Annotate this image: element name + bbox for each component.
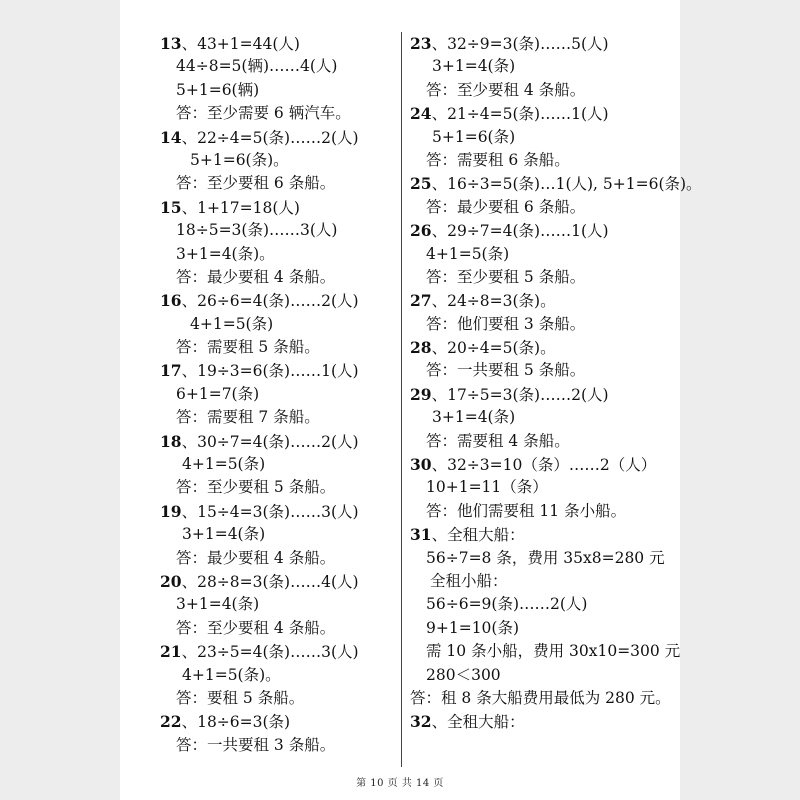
problem-equation: 、30÷7=4(条)……2(人) (181, 432, 359, 451)
problem-equation: 、16÷3=5(条)…1(人), 5+1=6(条)。 (431, 175, 702, 194)
problem-equation: 、18÷6=3(条) (181, 713, 291, 732)
problem-number: 14 (160, 127, 182, 147)
solution-line: 9+1=10(条) (426, 618, 520, 637)
solution-line: 5+1=6(辆) (176, 80, 260, 99)
problem-number: 31 (410, 525, 432, 545)
solution-line: 5+1=6(条)。 (190, 150, 289, 169)
problem-number: 26 (410, 221, 432, 241)
solution-line: 全租小船： (430, 571, 508, 590)
problem-number: 29 (410, 384, 432, 404)
solution-line: 答：至少要租 4 条船。 (426, 80, 586, 99)
solution-line: 3+1=4(条)。 (176, 244, 275, 263)
solution-line: 答：至少需要 6 辆汽车。 (176, 104, 351, 123)
problem-heading (410, 219, 682, 242)
problem-equation: 、17÷5=3(条)……2(人) (431, 385, 609, 404)
solution-line: 答：至少要租 6 条船。 (176, 174, 336, 193)
solution-line: 答：一共要租 3 条船。 (176, 735, 336, 754)
solution-line: 答：至少要租 5 条船。 (176, 478, 336, 497)
solution-line: 答：需要租 5 条船。 (176, 338, 320, 357)
problem-equation: 、32÷3=10（条）……2（人） (431, 456, 657, 475)
solution-line: 答：租 8 条大船费用最低为 280 元。 (410, 688, 671, 707)
solution-line: 需 10 条小船，费用 30x10=300 元 (426, 642, 681, 661)
problem-number: 19 (160, 501, 182, 521)
problem-heading (410, 453, 682, 476)
problem-heading (410, 383, 682, 406)
problem-equation: 、28÷8=3(条)……4(人) (181, 572, 359, 591)
problem-equation: 、26÷6=4(条)……2(人) (181, 292, 359, 311)
problem-equation: 、43+1=44(人) (181, 35, 300, 53)
problem-heading (410, 32, 682, 55)
problem-equation: 、15÷4=3(条)……3(人) (181, 502, 359, 521)
column-divider (401, 32, 402, 767)
problem-equation: 、24÷8=3(条)。 (431, 292, 556, 311)
problem-number: 20 (160, 571, 182, 591)
problem-equation: 、全租大船： (431, 526, 525, 545)
problem-number: 21 (160, 642, 182, 662)
problem-number: 13 (160, 34, 182, 53)
solution-line: 答：至少要租 5 条船。 (426, 267, 586, 286)
solution-line: 答：至少要租 4 条船。 (176, 618, 336, 637)
problem-heading (410, 710, 682, 733)
problem-heading (160, 359, 396, 382)
solution-line: 3+1=4(条) (432, 57, 516, 76)
left-column (160, 32, 396, 757)
solution-line: 56÷7=8 条，费用 35x8=280 元 (426, 548, 665, 567)
solution-line: 答：最少要租 4 条船。 (176, 548, 336, 567)
solution-line: 答：他们要租 3 条船。 (426, 314, 586, 333)
page-footer: 第 10 页 共 14 页 (356, 778, 444, 789)
problem-equation: 、21÷4=5(条)……1(人) (431, 105, 609, 124)
problem-number: 17 (160, 361, 182, 381)
problem-heading (160, 640, 396, 663)
problem-number: 22 (160, 712, 182, 732)
solution-line: 4+1=5(条)。 (182, 665, 281, 684)
problem-number: 15 (160, 197, 182, 217)
problem-heading (410, 172, 702, 195)
problem-heading (410, 336, 682, 359)
problem-equation: 、29÷7=4(条)……1(人) (431, 222, 609, 241)
problem-number: 18 (160, 431, 182, 451)
problem-heading (160, 196, 396, 219)
solution-line: 44÷8=5(辆)……4(人) (176, 57, 338, 76)
problem-heading (160, 126, 396, 149)
solution-line: 56÷6=9(条)……2(人) (426, 595, 588, 614)
problem-heading (410, 102, 682, 125)
solution-line: 答：需要租 7 条船。 (176, 408, 320, 427)
problem-number: 27 (410, 291, 432, 311)
solution-line: 280＜300 (426, 665, 501, 684)
solution-line: 答：需要租 4 条船。 (426, 431, 570, 450)
right-column (410, 32, 702, 734)
problem-number: 32 (410, 712, 432, 732)
solution-line: 4+1=5(条) (190, 314, 274, 333)
solution-line: 答：他们需要租 11 条小船。 (426, 501, 627, 520)
problem-number: 23 (410, 34, 432, 53)
solution-line: 3+1=4(条) (432, 408, 516, 427)
problem-heading (160, 32, 396, 55)
problem-equation: 、23÷5=4(条)……3(人) (181, 643, 359, 662)
problem-number: 25 (410, 174, 432, 194)
problem-heading (410, 523, 682, 546)
solution-line: 答：需要租 6 条船。 (426, 150, 570, 169)
solution-line: 5+1=6(条) (432, 127, 516, 146)
solution-line: 答：最少要租 4 条船。 (176, 267, 336, 286)
problem-equation: 、20÷4=5(条)。 (431, 339, 556, 358)
solution-line: 答：一共要租 5 条船。 (426, 361, 586, 380)
solution-line: 6+1=7(条) (176, 384, 260, 403)
problem-heading (160, 570, 396, 593)
problem-equation: 、19÷3=6(条)……1(人) (181, 362, 359, 381)
solution-line: 18÷5=3(条)……3(人) (176, 221, 338, 240)
solution-line: 答：要租 5 条船。 (176, 688, 305, 707)
problem-equation: 、32÷9=3(条)……5(人) (431, 35, 609, 53)
solution-line: 4+1=5(条) (426, 244, 510, 263)
problem-heading (160, 500, 396, 523)
problem-equation: 、22÷4=5(条)……2(人) (181, 128, 359, 147)
problem-number: 16 (160, 291, 182, 311)
problem-equation: 、全租大船： (431, 713, 525, 732)
problem-heading (160, 430, 396, 453)
solution-line: 10+1=11（条） (426, 478, 548, 497)
solution-line: 3+1=4(条) (176, 595, 260, 614)
problem-number: 28 (410, 338, 432, 358)
solution-line: 4+1=5(条) (182, 455, 266, 474)
problem-number: 24 (410, 104, 432, 124)
problem-heading (160, 289, 396, 312)
problem-heading (160, 710, 396, 733)
problem-heading (410, 289, 682, 312)
solution-line: 答：最少要租 6 条船。 (426, 197, 586, 216)
problem-equation: 、1+17=18(人) (181, 198, 300, 217)
solution-line: 3+1=4(条) (182, 525, 266, 544)
problem-number: 30 (410, 455, 432, 475)
